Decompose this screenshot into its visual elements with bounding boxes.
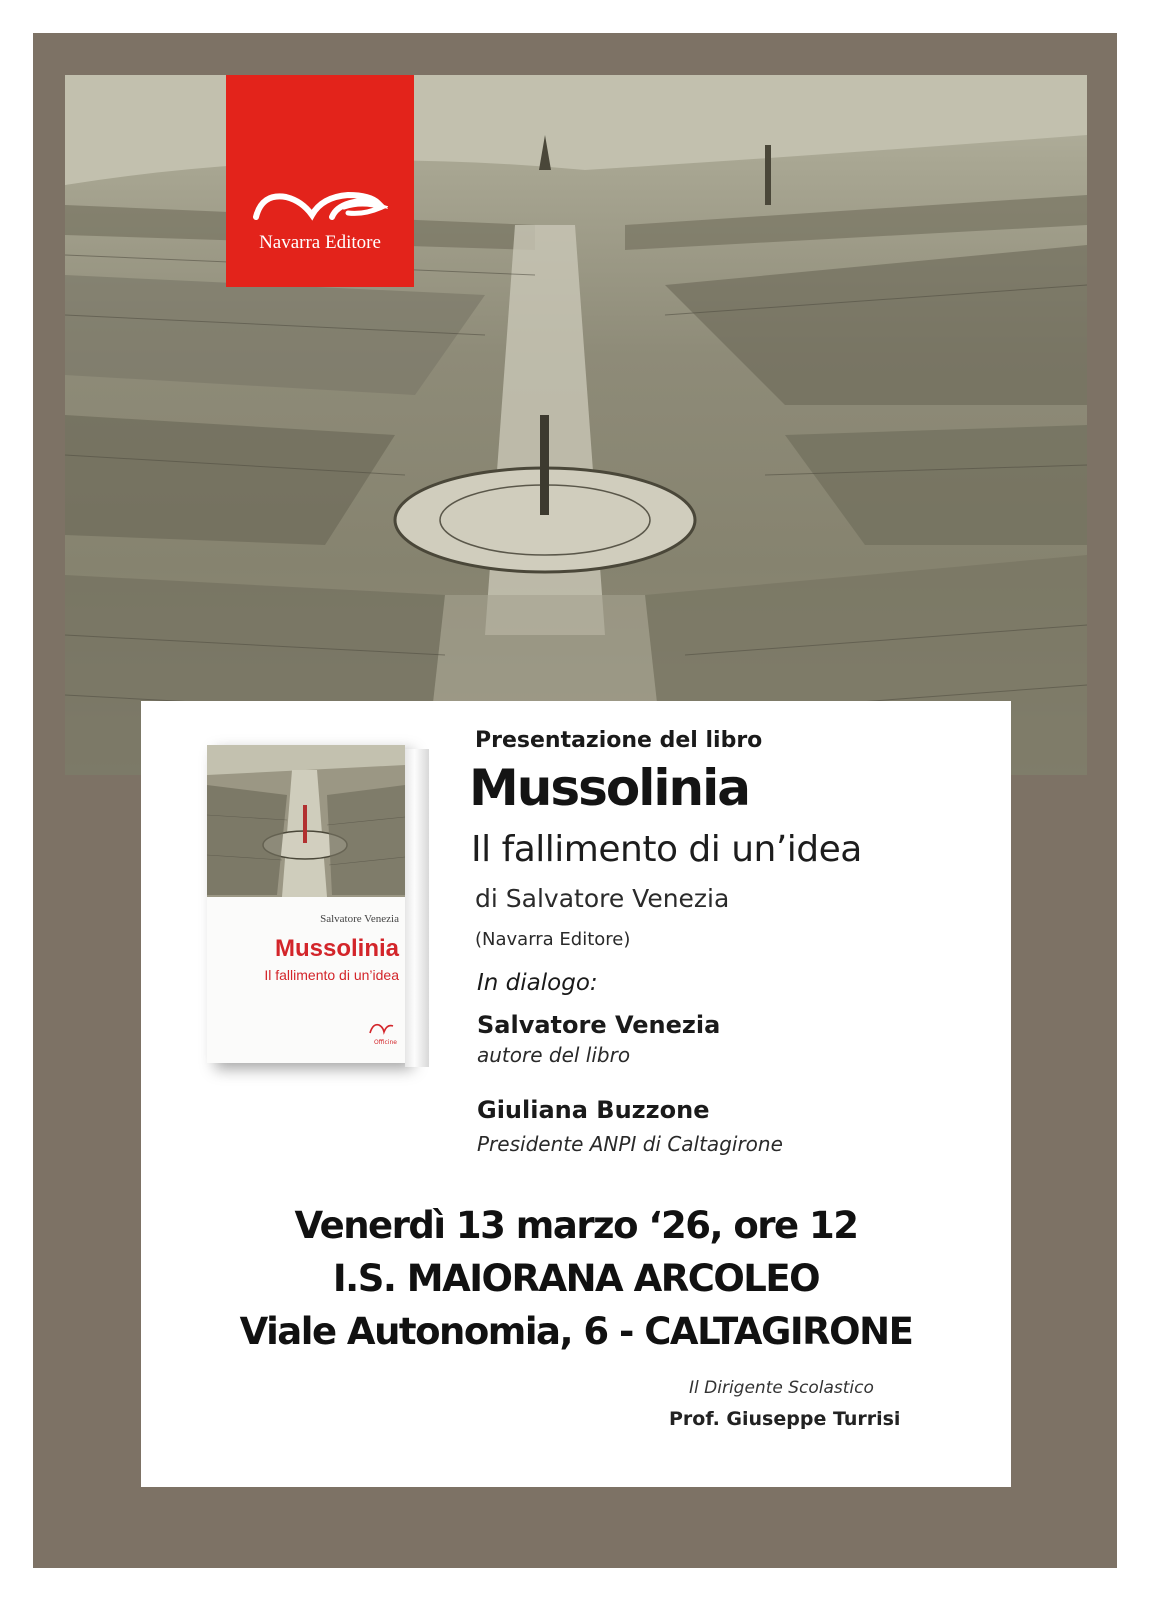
book-author: di Salvatore Venezia (475, 884, 730, 913)
book-cover-art-icon (207, 745, 405, 897)
event-intro: Presentazione del libro (475, 728, 763, 753)
book-cover-logo-icon (369, 1021, 395, 1035)
book-cover-title: Mussolinia (274, 935, 399, 962)
book-title: Mussolinia (469, 759, 749, 817)
speaker-role: Presidente ANPI di Caltagirone (477, 1132, 783, 1156)
navarra-editore-logo-icon (252, 187, 388, 221)
event-date-time: Venerdì 13 marzo ‘26, ore 12 (294, 1204, 858, 1247)
book-cover (207, 745, 429, 1072)
event-card (141, 701, 1011, 1487)
engraving-city-plan-image (65, 75, 1087, 775)
logo-name: Navarra Editore (259, 232, 381, 253)
signature-name: Prof. Giuseppe Turrisi (669, 1408, 901, 1430)
book-cover-imprint: Officine (374, 1039, 397, 1046)
speaker-name: Giuliana Buzzone (477, 1096, 710, 1124)
speaker-name: Salvatore Venezia (477, 1011, 721, 1039)
book-subtitle: Il fallimento di un’idea (471, 829, 862, 870)
engraving-city-plan-icon (65, 75, 1087, 775)
book-cover-subtitle: Il fallimento di un’idea (264, 967, 399, 983)
book-cover-front (207, 745, 405, 1063)
event-address: Viale Autonomia, 6 - CALTAGIRONE (239, 1310, 913, 1353)
signature-title: Il Dirigente Scolastico (689, 1378, 874, 1398)
book-cover-author: Salvatore Venezia (320, 913, 399, 925)
navarra-editore-logo (226, 75, 414, 287)
speaker-role: autore del libro (477, 1043, 631, 1067)
book-spine (405, 749, 429, 1067)
book-publisher: (Navarra Editore) (475, 929, 631, 950)
dialogue-label: In dialogo: (477, 970, 598, 996)
event-venue: I.S. MAIORANA ARCOLEO (332, 1257, 820, 1300)
